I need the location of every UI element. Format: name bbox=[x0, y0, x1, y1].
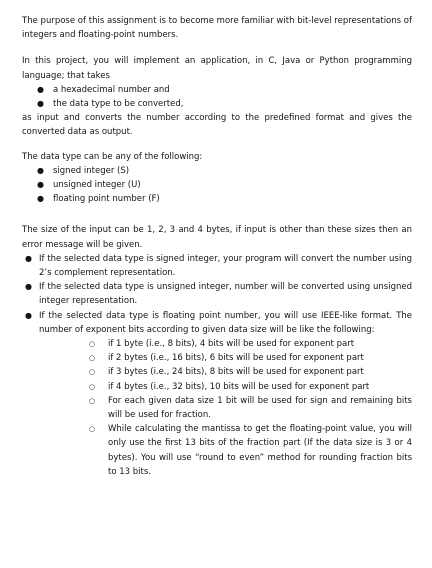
float-detail-list bbox=[22, 337, 412, 479]
circle-bullet-icon: ○ bbox=[89, 354, 96, 363]
input-list bbox=[22, 83, 412, 111]
list-item: ○ if 3 bytes (i.e., 24 bits), 8 bits will be used for exponent part bbox=[22, 365, 412, 379]
bullet-icon: ● bbox=[37, 165, 44, 175]
circle-bullet-icon: ○ bbox=[89, 425, 96, 434]
bullet-icon: ● bbox=[37, 180, 44, 190]
rules-list bbox=[22, 252, 412, 337]
list-item: ○ For each given data size 1 bit will be used for sign and remaining bits will be used for fraction. bbox=[89, 395, 412, 421]
intro-paragraph: The purpose of this assignment is to become more familiar with bit-level representations of integers and floating-point numbers. bbox=[22, 16, 412, 41]
bullet-icon: ● bbox=[37, 194, 44, 204]
circle-bullet-icon: ○ bbox=[89, 340, 96, 349]
list-item: ● a hexadecimal number and bbox=[22, 83, 412, 97]
bullet-icon: ● bbox=[25, 282, 32, 292]
bullet-icon: ● bbox=[25, 253, 32, 263]
bullet-icon: ● bbox=[37, 84, 44, 94]
project-tail: as input and converts the number according to the predefined format and gives the converted data as output. bbox=[22, 113, 412, 138]
list-item: ● If the selected data type is unsigned integer, number will be converted using unsigned integer representation. bbox=[25, 282, 412, 307]
bullet-icon: ● bbox=[25, 310, 32, 320]
data-type-list bbox=[22, 164, 412, 207]
project-paragraph: In this project, you will implement an application, in C, Java or Python programming language; that takes bbox=[22, 56, 412, 81]
list-item: ● unsigned integer (U) bbox=[22, 178, 412, 192]
list-item: ● the data type to be converted, bbox=[22, 97, 412, 111]
list-item: ● If the selected data type is floating point number, you will use IEEE-like format. The number of exponent bits according to given data size will be like the following: bbox=[25, 310, 412, 335]
circle-bullet-icon: ○ bbox=[89, 368, 96, 377]
bullet-icon: ● bbox=[37, 99, 44, 109]
list-item: ● floating point number (F) bbox=[22, 192, 412, 206]
data-type-lead: The data type can be any of the following: bbox=[22, 151, 203, 162]
size-note: The size of the input can be 1, 2, 3 and 4 bytes, if input is other than these sizes then an error message will be given. bbox=[22, 225, 412, 250]
list-item: ○ if 2 bytes (i.e., 16 bits), 6 bits will be used for exponent part bbox=[22, 351, 412, 365]
list-item: ○ if 4 bytes (i.e., 32 bits), 10 bits will be used for exponent part bbox=[22, 380, 412, 394]
circle-bullet-icon: ○ bbox=[89, 396, 96, 405]
list-item: ○ While calculating the mantissa to get the floating-point value, you will only use the first 13 bits of the fraction part (If the data size is 3 or 4 bytes). You will use “round to even” method for rounding fraction bits to 13 bits. bbox=[89, 424, 412, 477]
list-item: ● signed integer (S) bbox=[22, 164, 412, 178]
list-item: ● If the selected data type is signed integer, your program will convert the number using 2’s complement representation. bbox=[25, 253, 412, 279]
circle-bullet-icon: ○ bbox=[89, 382, 96, 391]
list-item: ○ if 1 byte (i.e., 8 bits), 4 bits will be used for exponent part bbox=[22, 337, 412, 351]
